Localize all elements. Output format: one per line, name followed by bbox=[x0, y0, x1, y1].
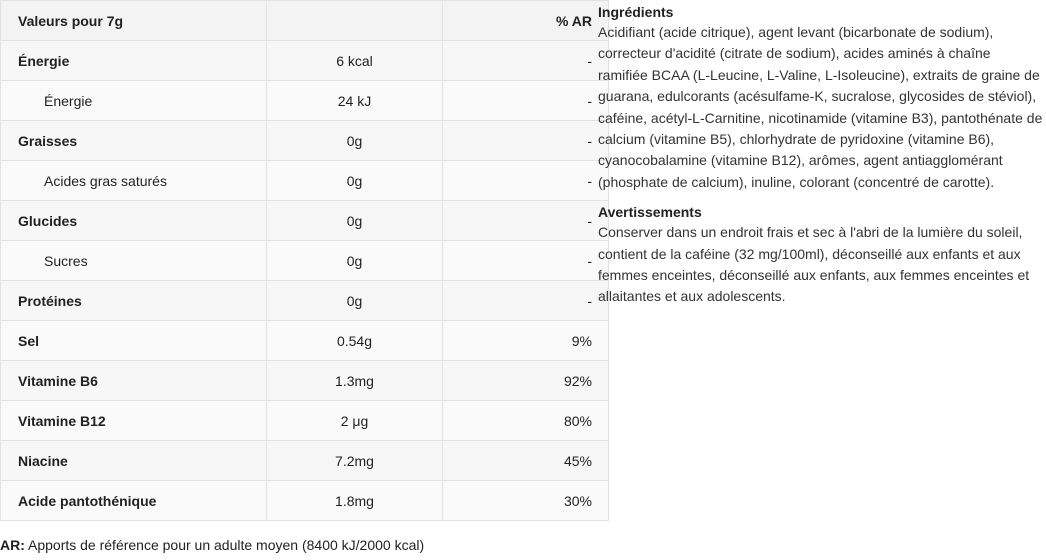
table-row bbox=[1, 161, 609, 201]
table-row bbox=[1, 81, 609, 121]
nutrient-quantity: 1.8mg bbox=[267, 481, 443, 521]
nutrient-ar: - bbox=[443, 241, 609, 281]
nutrient-quantity: 0g bbox=[267, 201, 443, 241]
table-row bbox=[1, 201, 609, 241]
nutrient-name: Acides gras saturés bbox=[1, 161, 267, 201]
nutrient-name: Vitamine B12 bbox=[1, 401, 267, 441]
nutrient-quantity: 2 μg bbox=[267, 401, 443, 441]
nutrient-ar: 45% bbox=[443, 441, 609, 481]
nutrient-quantity: 0g bbox=[267, 121, 443, 161]
nutrient-ar: 80% bbox=[443, 401, 609, 441]
header-quantity bbox=[267, 1, 443, 41]
footnote-label: AR: bbox=[0, 537, 25, 553]
nutrient-ar: - bbox=[443, 121, 609, 161]
nutrient-name: Graisses bbox=[1, 121, 267, 161]
header-values: Valeurs pour 7g bbox=[1, 1, 267, 41]
warnings-text: Conserver dans un endroit frais et sec à l'abri de la lumière du soleil, contient de la caféine (32 mg/100ml), déconseillé aux enfants et aux femmes enceintes, déconseillé aux enfants, aux femmes enceintes et allaitantes et aux adolescents. bbox=[598, 224, 1030, 305]
nutrient-ar: 9% bbox=[443, 321, 609, 361]
table-row bbox=[1, 281, 609, 321]
nutrient-name: Énergie bbox=[1, 41, 267, 81]
nutrient-ar: - bbox=[443, 161, 609, 201]
warnings-title: Avertissements bbox=[598, 204, 702, 221]
nutrient-quantity: 0.54g bbox=[267, 321, 443, 361]
nutrient-quantity: 1.3mg bbox=[267, 361, 443, 401]
nutrient-quantity: 0g bbox=[267, 241, 443, 281]
table-row bbox=[1, 321, 609, 361]
ar-footnote bbox=[0, 537, 424, 553]
nutrient-ar: - bbox=[443, 41, 609, 81]
footnote-text: Apports de référence pour un adulte moyen (8400 kJ/2000 kcal) bbox=[24, 537, 425, 553]
nutrient-name: Niacine bbox=[1, 441, 267, 481]
nutrient-ar: 30% bbox=[443, 481, 609, 521]
nutrient-quantity: 0g bbox=[267, 281, 443, 321]
product-info bbox=[598, 3, 1044, 318]
nutrient-name: Glucides bbox=[1, 201, 267, 241]
table-row bbox=[1, 121, 609, 161]
table-row bbox=[1, 361, 609, 401]
nutrient-ar: - bbox=[443, 81, 609, 121]
table-header-row bbox=[1, 1, 609, 41]
nutrient-ar: - bbox=[443, 201, 609, 241]
table-row bbox=[1, 401, 609, 441]
nutrient-ar: - bbox=[443, 281, 609, 321]
nutrient-name: Vitamine B6 bbox=[1, 361, 267, 401]
nutrient-name: Énergie bbox=[1, 81, 267, 121]
table-row bbox=[1, 481, 609, 521]
nutrient-quantity: 7.2mg bbox=[267, 441, 443, 481]
ingredients-text: Acidifiant (acide citrique), agent levant (bicarbonate de sodium), correcteur d'acidité (citrate de sodium), acides aminés à chaîne ramifiée BCAA (L-Leucine, L-Valine, L-Isoleucine), extraits de graine de guarana, edulcorants (acésulfame-K, sucralose, glycosides de stéviol), caféine, acétyl-L-Carnitine, nicotinamide (vitamine B3), pantothénate de calcium (vitamine B5), chlorhydrate de pyridoxine (vitamine B6), cyanocobalamine (vitamine B12), arômes, agent antiagglomérant (phosphate de calcium), inuline, colorant (concentré de carotte). bbox=[598, 24, 1043, 190]
header-ar: % AR bbox=[443, 1, 609, 41]
nutrient-quantity: 6 kcal bbox=[267, 41, 443, 81]
ingredients-title: Ingrédients bbox=[598, 4, 674, 20]
table-row bbox=[1, 441, 609, 481]
nutrient-quantity: 24 kJ bbox=[267, 81, 443, 121]
nutrient-ar: 92% bbox=[443, 361, 609, 401]
nutrient-name: Protéines bbox=[1, 281, 267, 321]
nutrient-name: Sucres bbox=[1, 241, 267, 281]
nutrient-name: Sel bbox=[1, 321, 267, 361]
table-row bbox=[1, 241, 609, 281]
nutrient-quantity: 0g bbox=[267, 161, 443, 201]
table-row bbox=[1, 41, 609, 81]
nutrient-name: Acide pantothénique bbox=[1, 481, 267, 521]
